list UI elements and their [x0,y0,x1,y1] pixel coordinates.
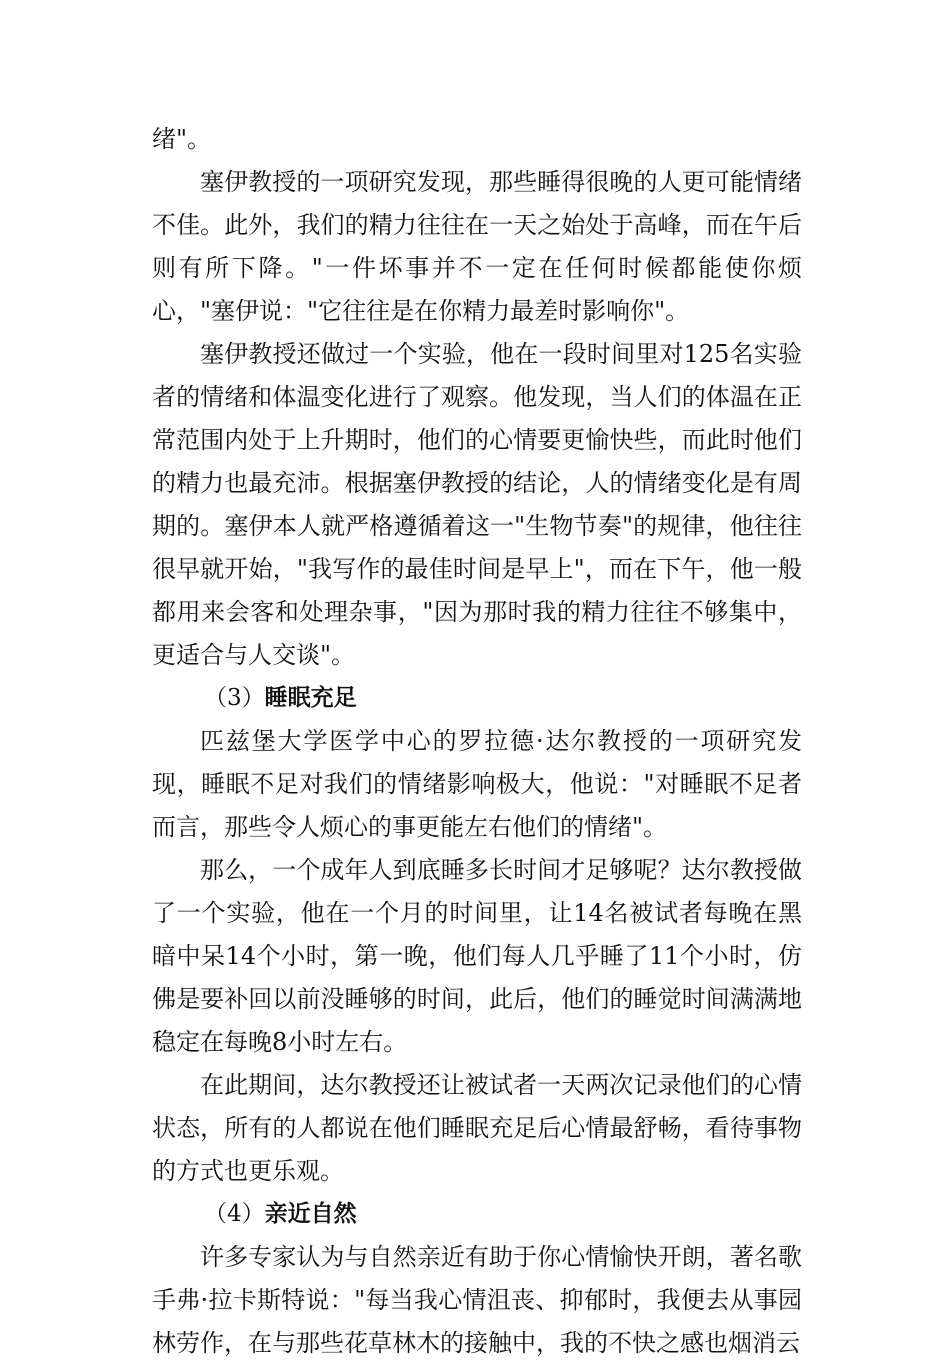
section-heading [152,677,802,720]
paragraph: 塞伊教授还做过一个实验，他在一段时间里对125名实验者的情绪和体温变化进行了观察。他发现，当人们的体温在正常范围内处于上升期时，他们的心情要更愉快些，而此时他们的精力也最充沛。根据塞伊教授的结论，人的情绪变化是有周期的。塞伊本人就严格遵循着这一"生物节奏"的规律，他往往很早就开始，"我写作的最佳时间是早上"，而在下午，他一般都用来会客和处理杂事，"因为那时我的精力往往不够集中，更适合与人交谈"。 [152,340,802,669]
section-number: （3） [204,685,265,711]
section-title: 睡眠充足 [264,685,357,711]
section-number: （4） [204,1201,265,1227]
section-heading [152,1193,802,1236]
section-title: 亲近自然 [264,1201,357,1227]
paragraph: 绪"。 [152,125,212,153]
paragraph: 在此期间，达尔教授还让被试者一天两次记录他们的心情状态，所有的人都说在他们睡眠充足后心情最舒畅，看待事物的方式也更乐观。 [152,1071,802,1185]
body-text [152,118,802,1365]
paragraph: 许多专家认为与自然亲近有助于你心情愉快开朗，著名歌手弗·拉卡斯特说："每当我心情沮丧、抑郁时，我便去从事园林劳作，在与那些花草林木的接触中，我的不快之感也烟消云 [152,1243,802,1357]
paragraph: 塞伊教授的一项研究发现，那些睡得很晚的人更可能情绪不佳。此外，我们的精力往往在一天之始处于高峰，而在午后则有所下降。"一件坏事并不一定在任何时候都能使你烦心，"塞伊说："它往往是在你精力最差时影响你"。 [152,168,802,325]
paragraph: 那么，一个成年人到底睡多长时间才足够呢？达尔教授做了一个实验，他在一个月的时间里，让14名被试者每晚在黑暗中呆14个小时，第一晚，他们每人几乎睡了11个小时，仿佛是要补回以前没睡够的时间，此后，他们的睡觉时间满满地稳定在每晚8小时左右。 [152,856,802,1056]
paragraph: 匹兹堡大学医学中心的罗拉德·达尔教授的一项研究发现，睡眠不足对我们的情绪影响极大，他说："对睡眠不足者而言，那些令人烦心的事更能左右他们的情绪"。 [152,727,802,841]
